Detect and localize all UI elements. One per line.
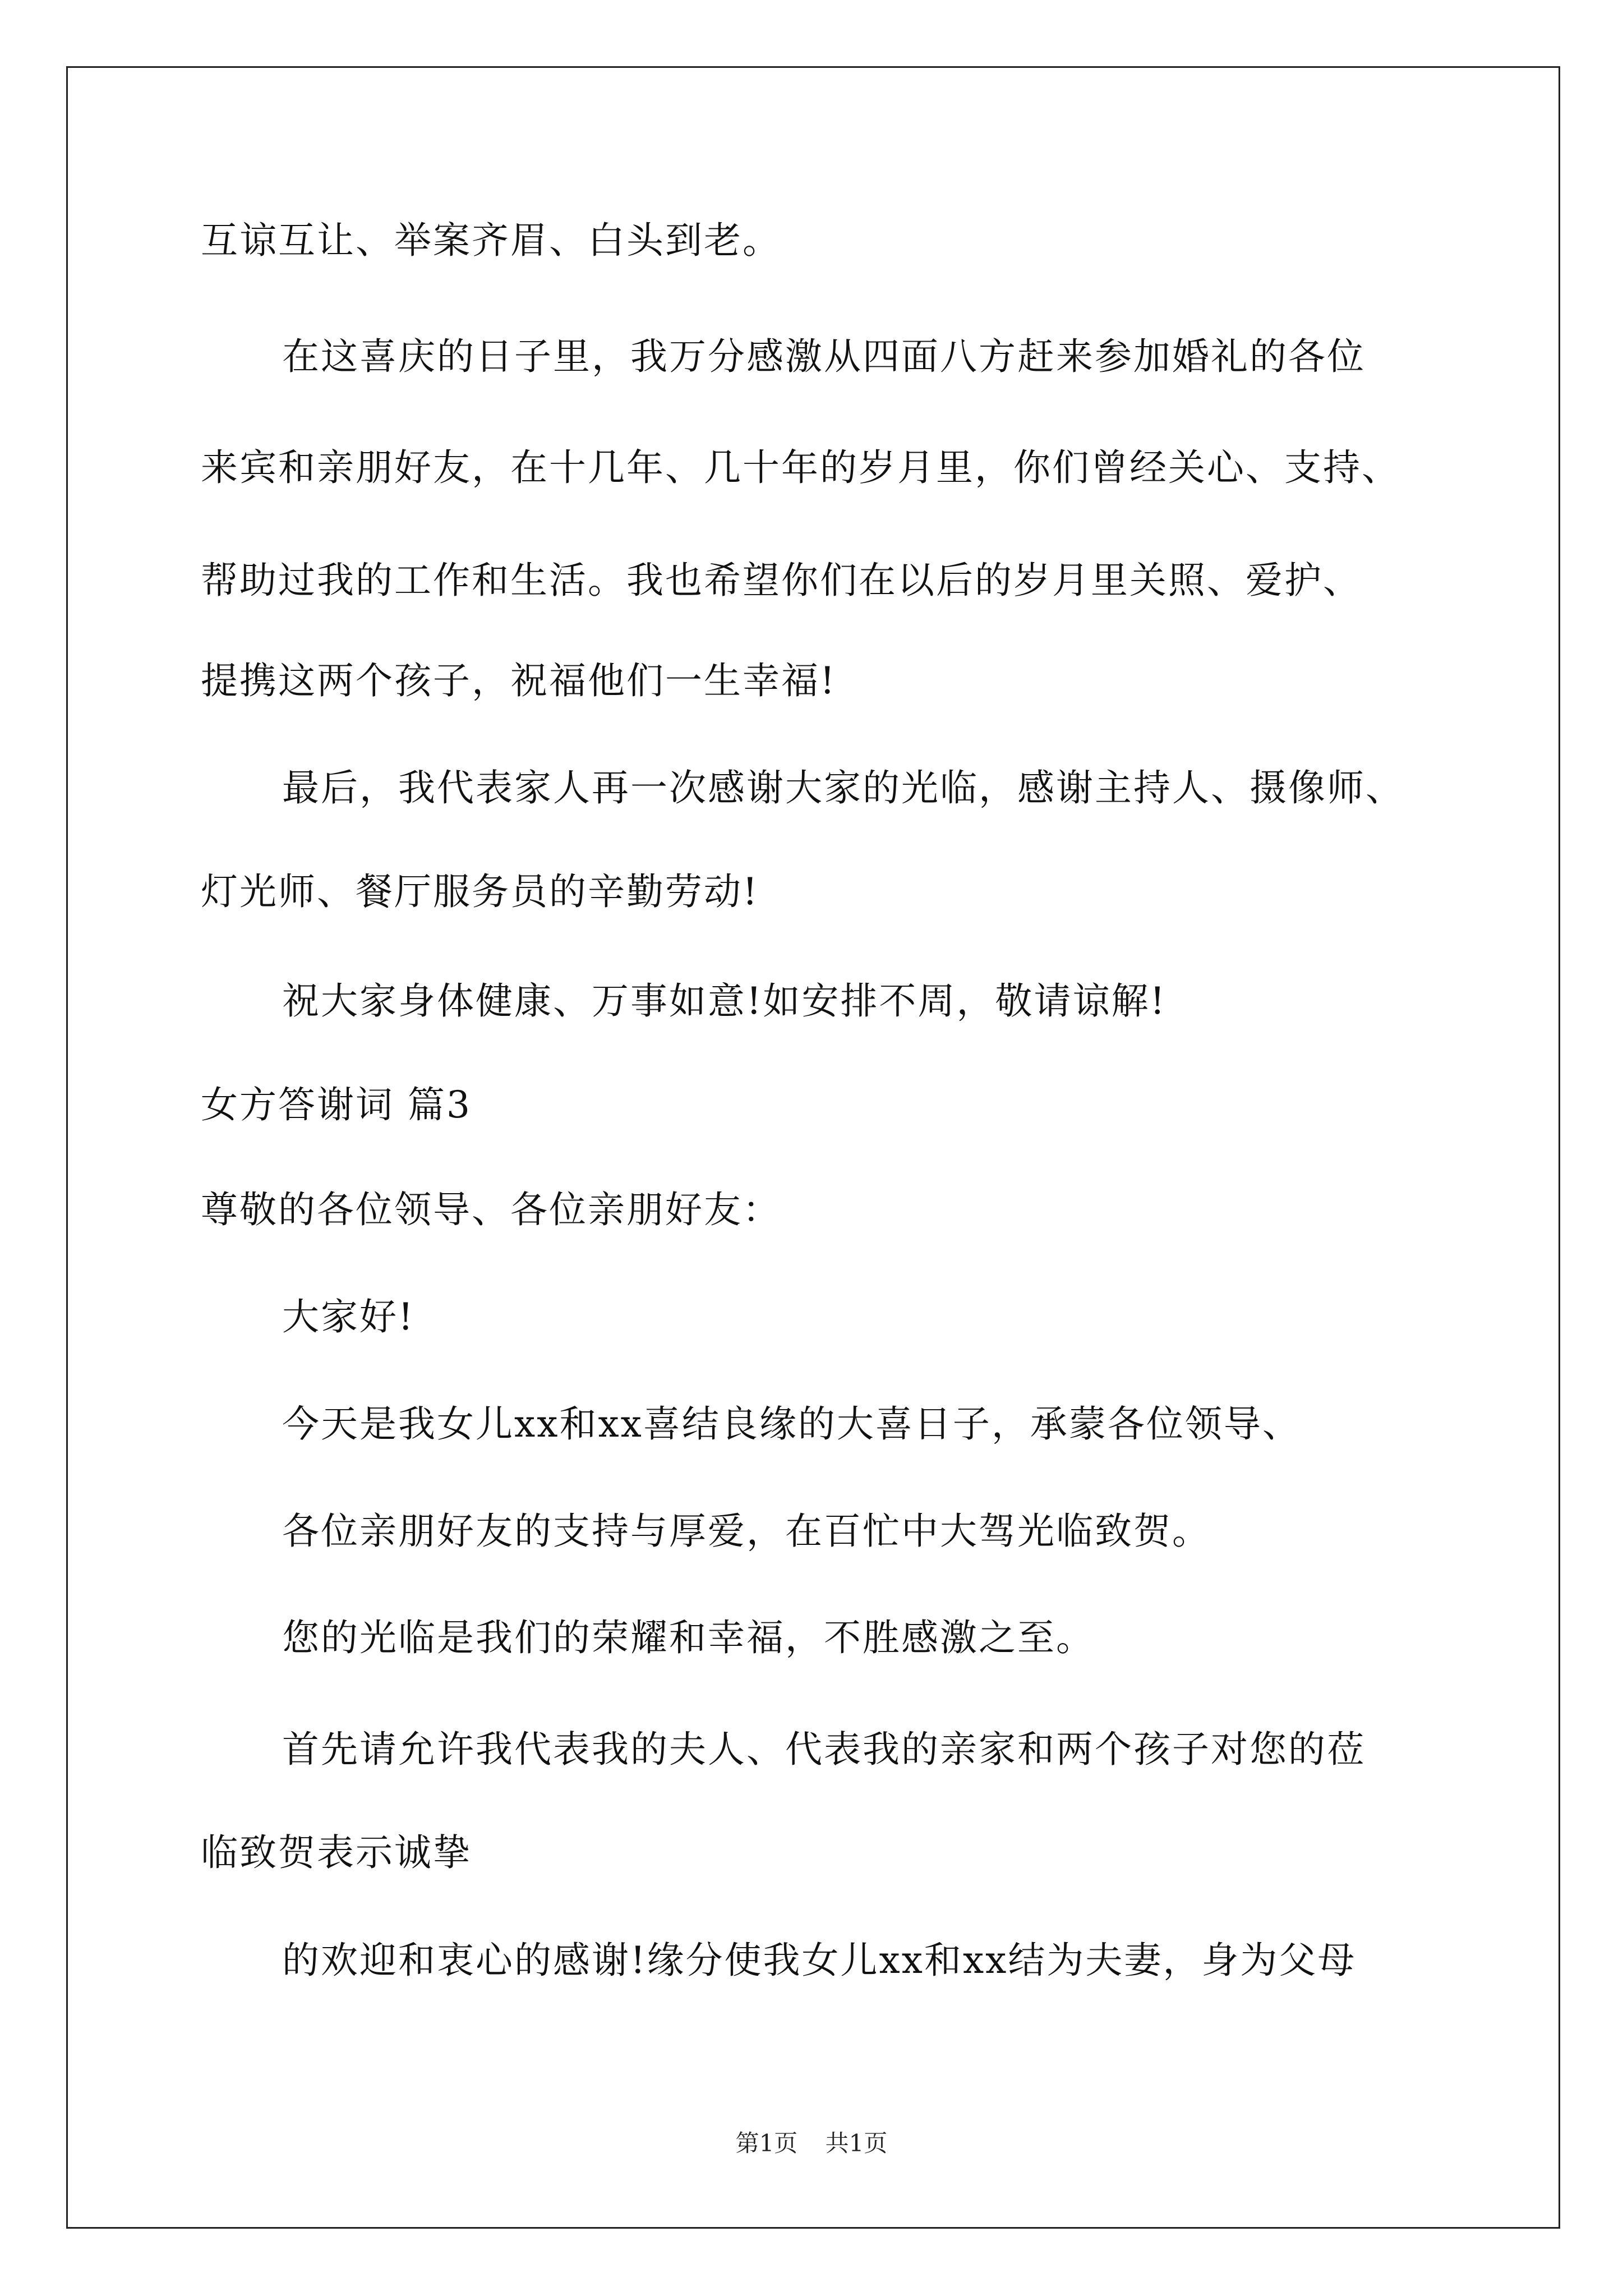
paragraph-line: 灯光师、餐厅服务员的辛勤劳动!: [201, 870, 759, 913]
paragraph-line: 今天是我女儿xx和xx喜结良缘的大喜日子，承蒙各位领导、: [282, 1402, 1301, 1446]
page-border: [66, 66, 1560, 2229]
paragraph-line: 各位亲朋好友的支持与厚爱，在百忙中大驾光临致贺。: [282, 1510, 1211, 1553]
paragraph-line: 最后，我代表家人再一次感谢大家的光临，感谢主持人、摄像师、: [282, 766, 1404, 809]
paragraph-line: 祝大家身体健康、万事如意!如安排不周，敬请谅解!: [282, 979, 1167, 1023]
paragraph-line: 的欢迎和衷心的感谢!缘分使我女儿xx和xx结为夫妻，身为父母: [282, 1939, 1357, 1982]
paragraph-line: 提携这两个孩子，祝福他们一生幸福!: [201, 659, 837, 702]
paragraph-line: 来宾和亲朋好友，在十几年、几十年的岁月里，你们曾经关心、支持、: [201, 446, 1400, 489]
paragraph-line: 临致贺表示诚挚: [201, 1831, 472, 1874]
paragraph-line: 您的光临是我们的荣耀和幸福，不胜感激之至。: [282, 1616, 1095, 1659]
paragraph-line: 互谅互让、举案齐眉、白头到老。: [201, 219, 781, 262]
page-number: 第1页: [735, 2129, 798, 2157]
greeting: 大家好!: [282, 1295, 415, 1338]
salutation: 尊敬的各位领导、各位亲朋好友：: [201, 1188, 781, 1231]
paragraph-line: 帮助过我的工作和生活。我也希望你们在以后的岁月里关照、爱护、: [201, 559, 1362, 602]
paragraph-line: 在这喜庆的日子里，我万分感激从四面八方赶来参加婚礼的各位: [282, 335, 1366, 378]
paragraph-line: 首先请允许我代表我的夫人、代表我的亲家和两个孩子对您的莅: [282, 1728, 1366, 1771]
total-pages: 共1页: [825, 2129, 888, 2157]
section-heading: 女方答谢词 篇3: [201, 1083, 472, 1126]
page-footer: [0, 2125, 1623, 2159]
